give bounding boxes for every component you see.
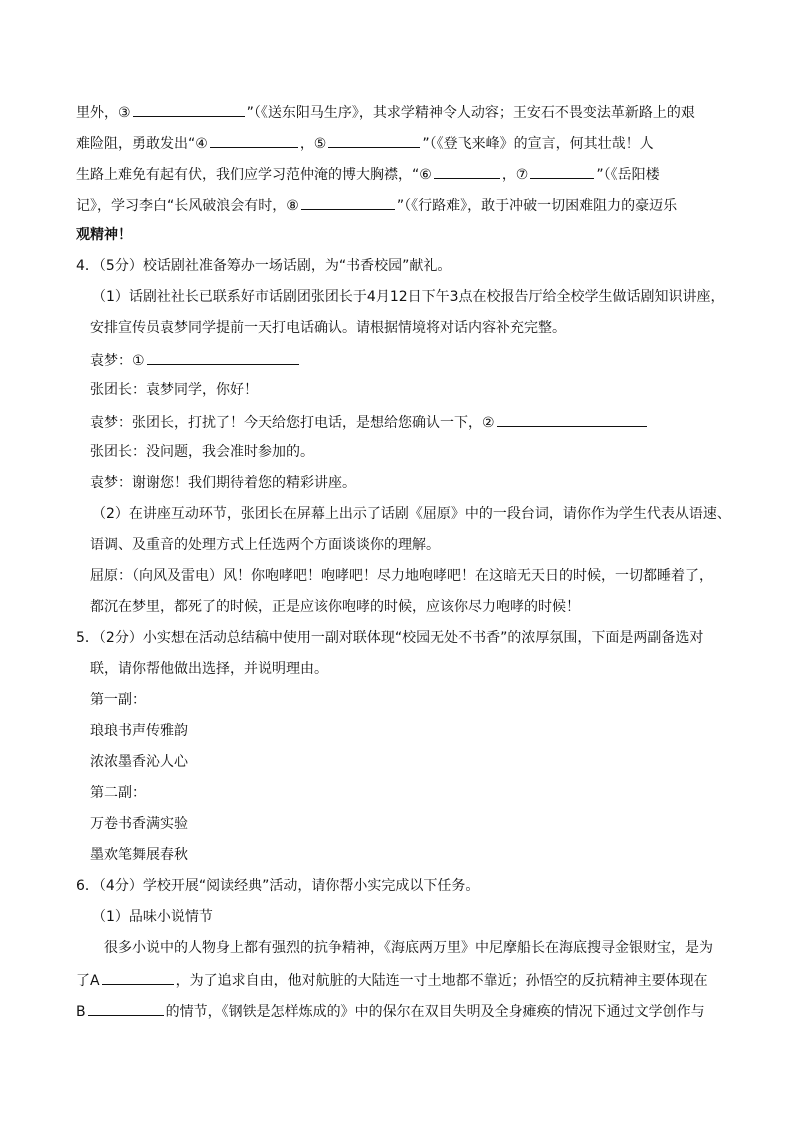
answer-blank-4[interactable]: [210, 132, 298, 148]
answer-blank-b[interactable]: [88, 1000, 164, 1016]
poem-line-2: 难险阻，勇敢发出“④ ，⑤ ”（《登飞来峰》的宣言，何其壮哉！人: [76, 132, 654, 152]
couplet-1-label: 第一副：: [90, 692, 146, 708]
dialogue-yuanmeng-2: 袁梦：张团长，打扰了！今天给您打电话，是想给您确认一下，②: [90, 411, 649, 431]
couplet-2-label: 第二副：: [90, 785, 146, 801]
couplet-2-lower: 墨欢笔舞展春秋: [90, 847, 188, 863]
q4-part1-line-2: 安排宣传员袁梦同学提前一天打电话确认。请根据情境将对话内容补充完整。: [90, 320, 566, 336]
dialogue-zhang-2: 张团长：没问题，我会准时参加的。: [90, 444, 314, 460]
quyuan-quote-line-2: 都沉在梦里，都死了的时候，正是应该你咆哮的时候，应该你尽力咆哮的时候！: [90, 599, 580, 615]
answer-blank-6[interactable]: [434, 163, 500, 179]
answer-blank-7[interactable]: [530, 163, 594, 179]
answer-blank-5[interactable]: [328, 132, 420, 148]
poem-line-1: 里外，③ ”（《送东阳马生序》，其求学精神令人动容；王安石不畏变法革新路上的艰: [76, 101, 695, 121]
answer-blank-a[interactable]: [102, 969, 174, 985]
answer-blank-dialogue-1[interactable]: [147, 349, 299, 365]
quyuan-quote-line-1: 屈原：（向风及雷电）风！你咆哮吧！咆哮吧！尽力地咆哮吧！在这暗无天日的时候，一切都睡着了，: [90, 568, 713, 584]
q4-part2-line-2: 语调、及重音的处理方式上任选两个方面谈谈你的理解。: [90, 537, 440, 553]
q4-part1-line-1: （1）话剧社社长已联系好市话剧团张团长于4月12日下午3点在校报告厅给全校学生做话剧知识讲座，: [92, 289, 725, 305]
question-6-title: 6．（4分）学校开展“阅读经典”活动，请你帮小实完成以下任务。: [76, 878, 480, 894]
dialogue-yuanmeng-3: 袁梦：谢谢您！我们期待着您的精彩讲座。: [90, 475, 356, 491]
q6-part1-title: （1）品味小说情节: [92, 909, 213, 925]
answer-blank-3[interactable]: [133, 101, 245, 117]
q6-paragraph-line-2: 了A ，为了追求自由，他对航脏的大陆连一寸土地都不靠近；孙悟空的反抗精神主要体现在: [76, 969, 708, 989]
poem-line-3: 生路上难免有起有伏，我们应学习范仲淹的博大胸襟，“⑥ ，⑦ ”（《岳阳楼: [76, 163, 660, 183]
poem-line-5: 观精神！: [76, 227, 132, 243]
question-5-line-2: 联，请你帮他做出选择，并说明理由。: [90, 661, 328, 677]
dialogue-yuanmeng-1: 袁梦：①: [90, 349, 301, 369]
couplet-1-lower: 浓浓墨香沁人心: [90, 754, 188, 770]
q6-paragraph-line-1: 很多小说中的人物身上都有强烈的抗争精神，《海底两万里》中尼摩船长在海底搜寻金银财宝，是为: [104, 940, 713, 956]
q4-part2-line-1: （2）在讲座互动环节，张团长在屏幕上出示了话剧《屈原》中的一段台词，请你作为学生代表从语速、: [92, 506, 731, 522]
question-5-line-1: 5．（2分）小实想在活动总结稿中使用一副对联体现“校园无处不书香”的浓厚氛围，下面是两副备选对: [76, 630, 704, 646]
question-4-title: 4．（5分）校话剧社准备筹办一场话剧，为“书香校园”献礼。: [76, 258, 452, 274]
answer-blank-dialogue-2[interactable]: [497, 411, 647, 427]
couplet-2-upper: 万卷书香满实验: [90, 816, 188, 832]
couplet-1-upper: 琅琅书声传雅韵: [90, 723, 188, 739]
poem-line-4: 记》，学习李白“长风破浪会有时，⑧ ”（《行路难》，敢于冲破一切困难阻力的豪迈乐: [76, 194, 677, 214]
answer-blank-8[interactable]: [301, 194, 395, 210]
q6-paragraph-line-3: B 的情节，《钢铁是怎样炼成的》中的保尔在双目失明及全身瘫痪的情况下通过文学创作与: [76, 1000, 705, 1020]
dialogue-zhang-1: 张团长：袁梦同学，你好！: [90, 382, 258, 398]
